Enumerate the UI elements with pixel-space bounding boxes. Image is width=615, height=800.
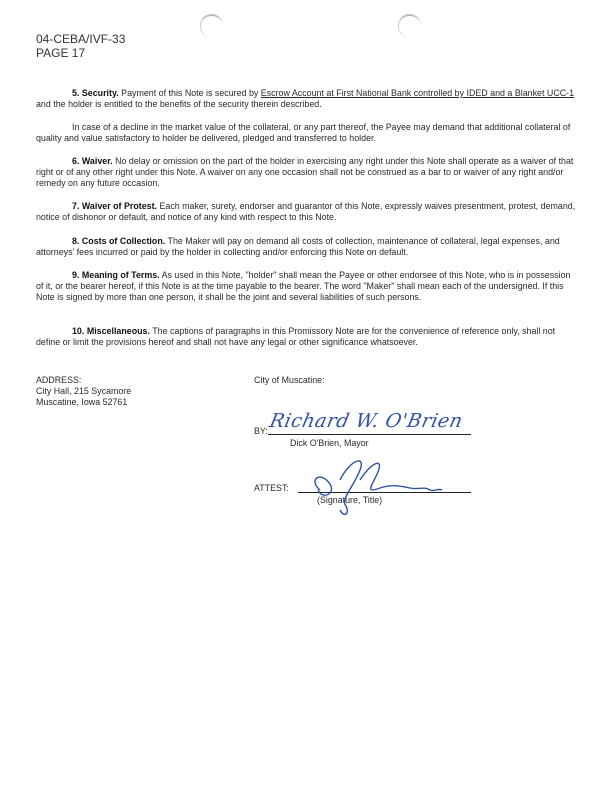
- section-title: Costs of Collection.: [81, 236, 166, 246]
- security-description: Escrow Account at First National Bank controlled by IDED and a Blanket UCC-1: [260, 88, 575, 98]
- entity-name: City of Muscatine:: [254, 375, 325, 385]
- section-number: 9.: [72, 270, 80, 280]
- address-line-1: City Hall, 215 Sycamore: [36, 386, 132, 396]
- section-text: The Maker will pay on demand all costs of collection, maintenance of collateral, legal expenses, and attorneys' fees incurred or paid by the holder in collecting and/or enforcing this Note on default.: [36, 236, 560, 257]
- section-text: In case of a decline in the market value of the collateral, or any part thereof, the Payee may demand that additional collateral of quality and value satisfactory to holder be delivered, pledged and transferred to holder.: [36, 122, 571, 143]
- section-security: [36, 88, 580, 110]
- attest-label: ATTEST:: [254, 483, 289, 493]
- section-text: and the holder is entitled to the benefits of the security therein described.: [36, 99, 322, 109]
- document-id: 04-CEBA/IVF-33: [36, 32, 126, 46]
- section-number: 7.: [72, 201, 80, 211]
- section-title: Waiver.: [81, 156, 113, 166]
- punch-hole-mark: [200, 14, 223, 38]
- attest-signature: [300, 450, 460, 520]
- section-waiver-of-protest: [36, 201, 580, 223]
- section-waiver: [36, 156, 580, 189]
- section-title: Miscellaneous.: [86, 326, 150, 336]
- section-number: 10.: [72, 326, 85, 336]
- section-number: 5.: [72, 88, 80, 98]
- section-text: Payment of this Note is secured by: [118, 88, 261, 98]
- mayor-signature: Richard W. O'Brien: [267, 410, 465, 432]
- section-costs-of-collection: [36, 236, 580, 258]
- section-title: Waiver of Protest.: [81, 201, 157, 211]
- page-number: PAGE 17: [36, 46, 86, 60]
- address-label: ADDRESS:: [36, 375, 82, 385]
- section-text: As used in this Note, "holder" shall mean the Payee or other endorsee of this Note, who is in possession of it, or the bearer hereof, if this Note is at the time payable to the bearer. The word "Maker" shall mean each of the undersigned. If this Note is signed by more than one person, it shall be the joint and several liabilities of such persons.: [36, 270, 571, 302]
- section-text: No delay or omission on the part of the holder in exercising any right under this Note shall operate as a waiver of that right or of any other right under this Note. A waiver on any one occasion shall not be construed as a bar to or waiver of any right and/or remedy on any future occasion.: [36, 156, 574, 188]
- signer-name: Dick O'Brien, Mayor: [290, 438, 369, 448]
- section-miscellaneous: [36, 326, 580, 348]
- section-text: The captions of paragraphs in this Promissory Note are for the convenience of reference only, shall not define or limit the provisions hereof and shall not have any legal or other significance whatsoever.: [36, 326, 556, 347]
- section-meaning-of-terms: [36, 270, 580, 303]
- section-text: Each maker, surety, endorser and guarantor of this Note, expressly waives presentment, protest, demand, notice of dishonor or default, and notice of any kind with respect to this Note.: [36, 201, 576, 222]
- section-number: 8.: [72, 236, 80, 246]
- signature-line: [268, 434, 471, 435]
- attest-caption: (Signature, Title): [317, 495, 383, 505]
- address-line-2: Muscatine, Iowa 52761: [36, 397, 128, 407]
- by-label: BY:: [254, 426, 268, 436]
- section-title: Meaning of Terms.: [81, 270, 160, 280]
- section-number: 6.: [72, 156, 80, 166]
- section-collateral: [36, 122, 580, 144]
- section-title: Security.: [81, 88, 119, 98]
- punch-hole-mark: [398, 14, 421, 38]
